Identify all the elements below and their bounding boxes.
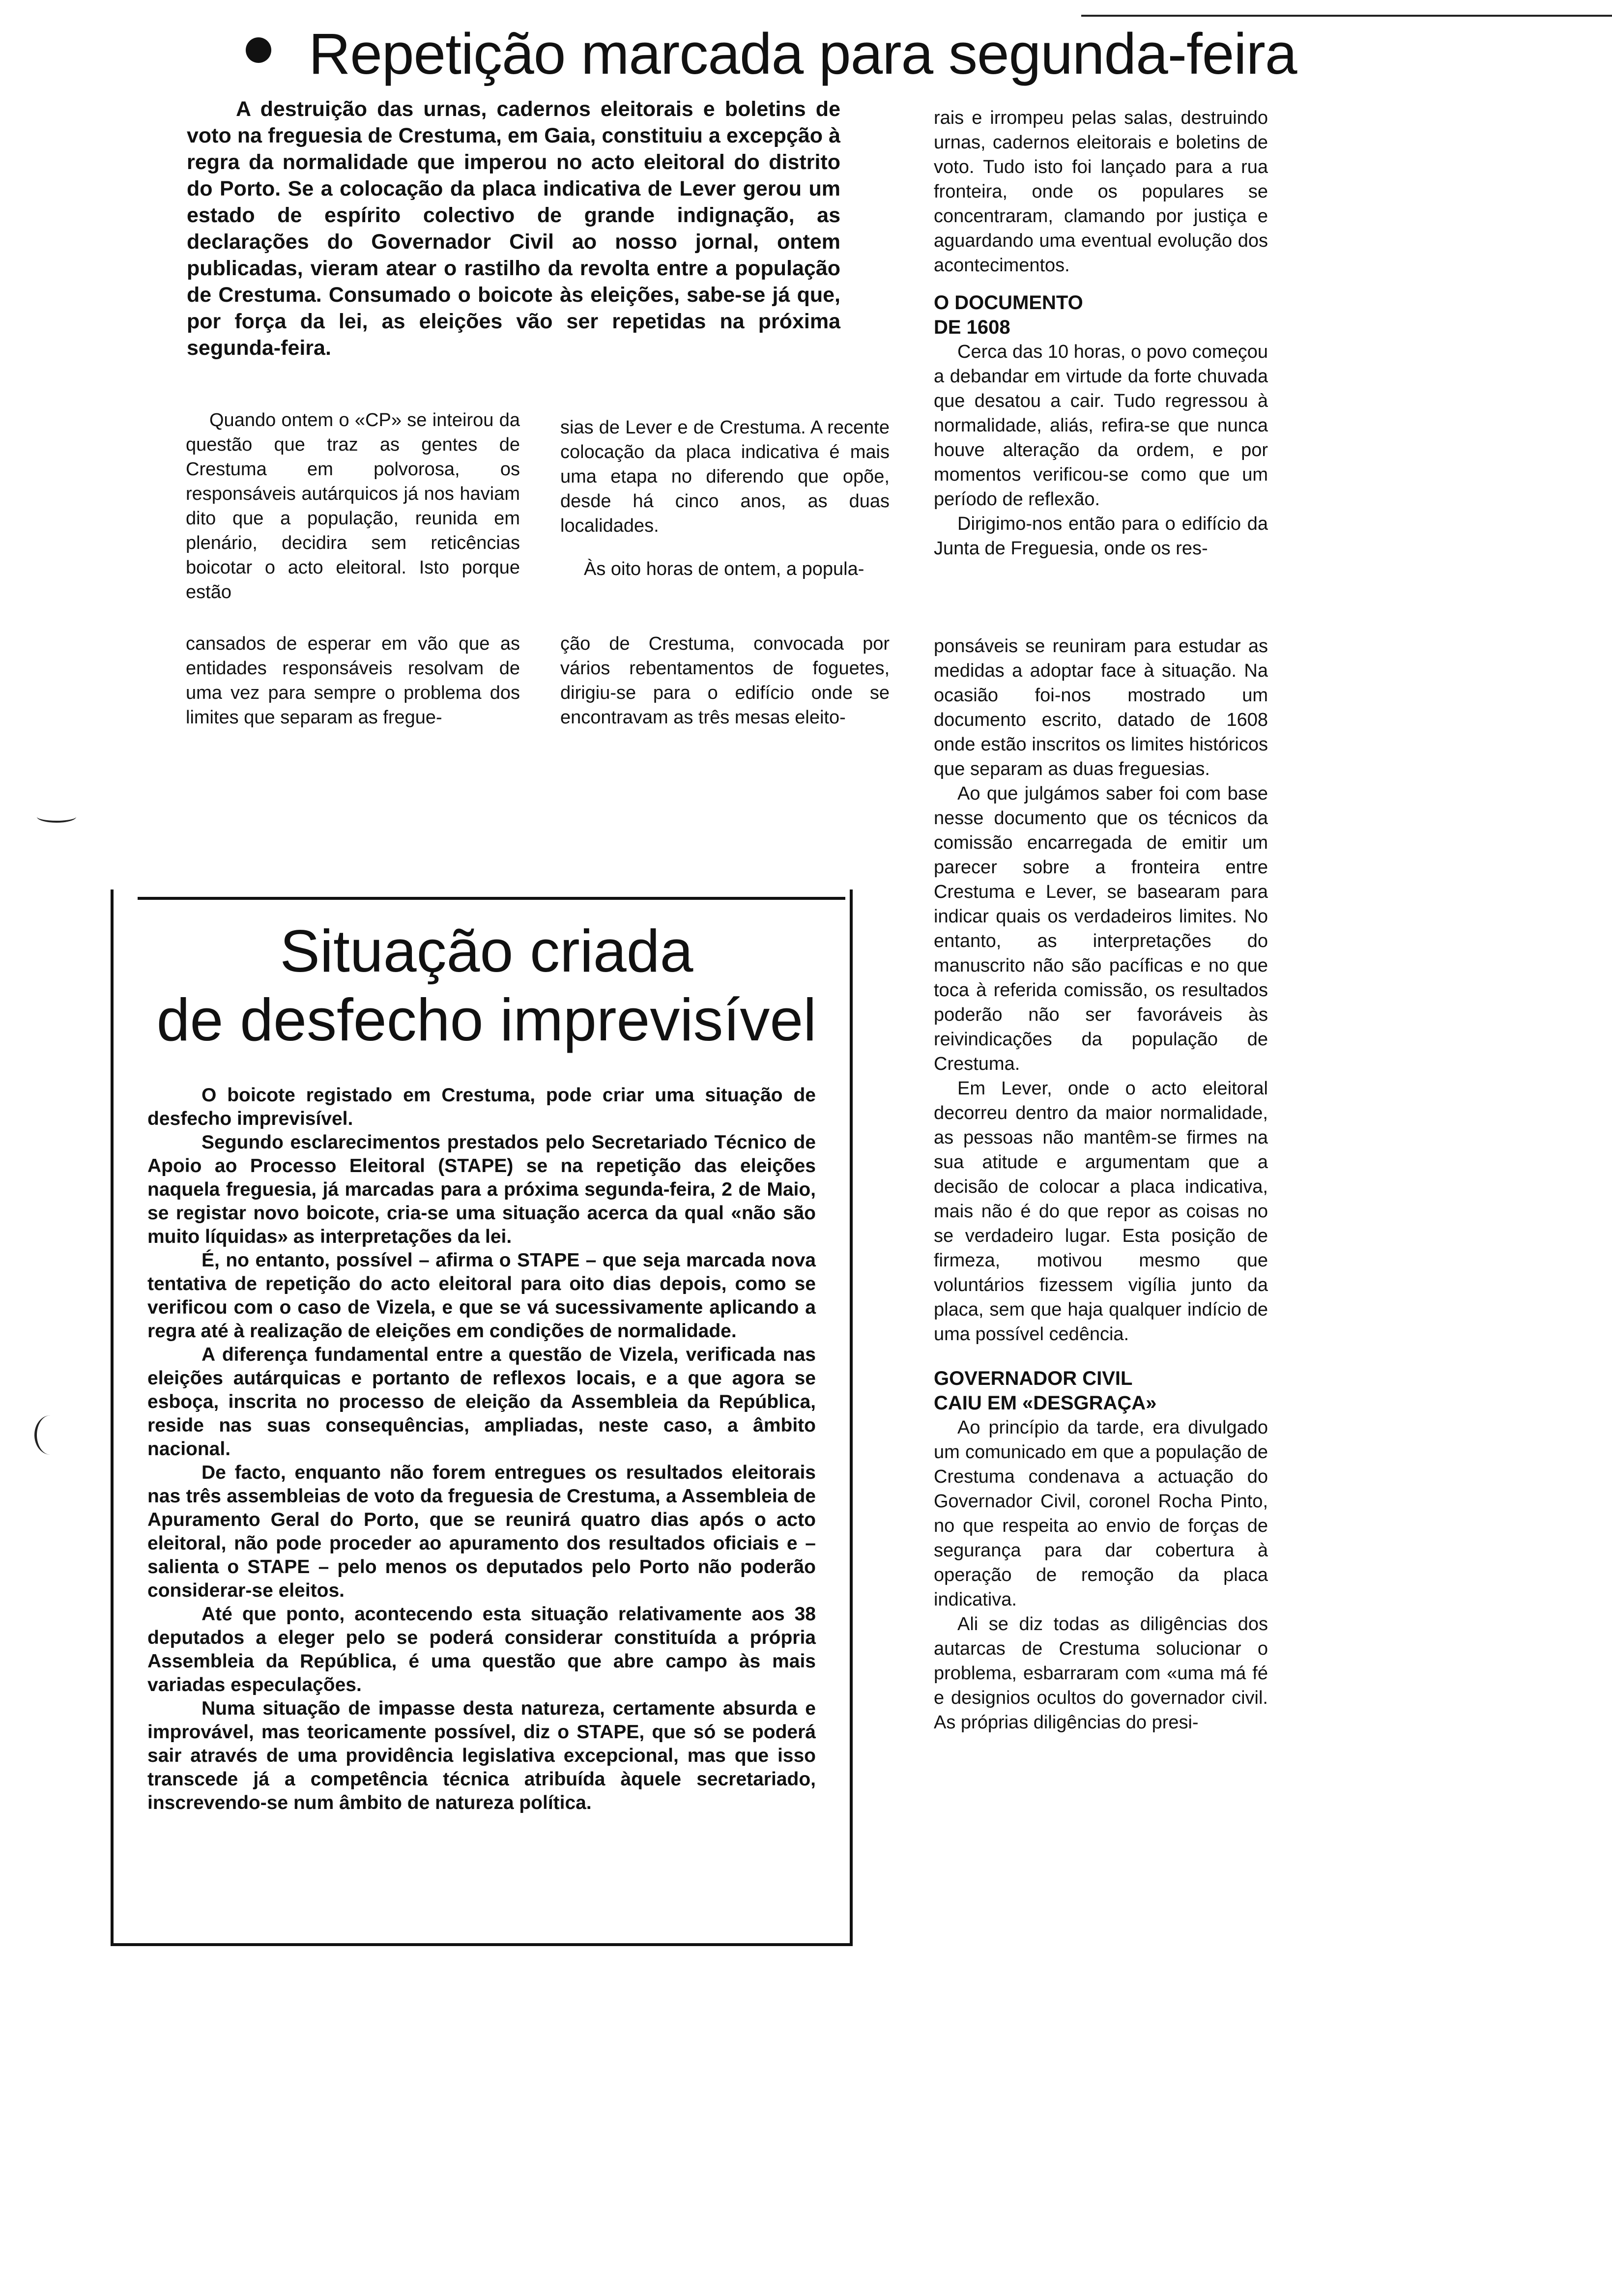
subhead-documento-line-1: O DOCUMENTO [934,292,1083,314]
col3-paragraph-8: Ali se diz todas as diligências dos autarcas de Crestuma solucionar o problema, esbarraram com «uma má fé e designios ocultos do governador civil. As próprias diligências do presi- [934,1614,1268,1733]
subhead-governador-line-2: CAIU EM «DESGRAÇA» [934,1392,1157,1414]
sidebar-box-top-rule [138,897,845,900]
col1-paragraph-2: cansados de esperar em vão que as entidades responsáveis resolvam de uma vez para sempre o problema dos limites que separam as fregue- [186,633,520,728]
column-3-top [934,106,1268,561]
sidebar-title-line-2: de desfecho imprevisível [156,986,817,1053]
col3-paragraph-3: Dirigimo-nos então para o edifício da Junta de Freguesia, onde os res- [934,514,1268,559]
col3-paragraph-2: Cerca das 10 horas, o povo começou a debandar em virtude da forte chuvada que desatou a cair. Tudo regressou à normalidade, aliás, refira-se que nunca houve alteração da ordem, e por momentos verificou-se como que um período de reflexão. [934,342,1268,510]
sidebar-paragraph-6: Até que ponto, acontecendo esta situação relativamente aos 38 deputados a eleger pelo se poderá considerar constituída a própria Assembleia da República, é uma questão que abre campo às mais variadas especulações. [147,1604,816,1695]
sidebar-title-line-1: Situação criada [280,918,693,984]
headline-bullet-icon [246,37,271,63]
col3-paragraph-4: ponsáveis se reuniram para estudar as medidas a adoptar face à situação. Na ocasião foi-nos mostrado um documento escrito, datado de 1608 onde estão inscritos os limites históricos que separam as duas freguesias. [934,636,1268,779]
column-2-top [560,415,890,581]
scan-mark-left-lower-icon [34,1415,66,1455]
col3-paragraph-5: Ao que julgámos saber foi com base nesse documento que os técnicos da comissão encarregada de emitir um parecer sobre a fronteira entre Crestuma e Lever, se basearam para indicar quais os verdadeiros limites. No entanto, as interpretações do manuscrito não são pacíficas e no que toca à referida comissão, os resultados poderão não ser favoráveis às reivindicações da população de Crestuma. [934,783,1268,1074]
sidebar-paragraph-7: Numa situação de impasse desta natureza, certamente absurda e improvável, mas teoricamente possível, diz o STAPE, que só se poderá sair através de uma providência legislativa excepcional, mas que isso transcede já a competência técnica atribuída àquele secretariado, inscrevendo-se num âmbito de natureza política. [147,1698,816,1813]
column-1-top [186,408,520,604]
col2-paragraph-3: ção de Crestuma, convocada por vários rebentamentos de foguetes, dirigiu-se para o edifício onde se encontravam as três mesas eleito- [560,633,890,728]
sidebar-paragraph-4: A diferença fundamental entre a questão de Vizela, verificada nas eleições autárquicas e portanto de reflexos locais, e a que agora se esboça, inscrita no processo de eleição da Assembleia da República, reside nas suas consequências, ampliadas, neste caso, a âmbito nacional. [147,1344,816,1460]
subhead-documento-line-2: DE 1608 [934,316,1010,338]
subhead-governador-line-1: GOVERNADOR CIVIL [934,1368,1133,1389]
column-3-bottom [934,634,1268,1735]
scan-mark-left-icon [37,811,76,823]
subhead-governador [934,1366,1268,1415]
column-2-bottom [560,631,890,730]
subhead-documento [934,290,1268,340]
col3-paragraph-6: Em Lever, onde o acto eleitoral decorreu dentro da maior normalidade, as pessoas não mantêm-se firmes na sua atitude e argumentam que a decisão de colocar a placa indicativa, mais não é do que repor as coisas no se verdadeiro lugar. Esta posição de firmeza, motivou mesmo que voluntários fizessem vigília junto da placa, sem que haja qualquer indício de uma possível cedência. [934,1078,1268,1345]
headline: Repetição marcada para segunda-feira [309,22,1297,86]
top-rule [1081,15,1612,17]
lead-paragraph: A destruição das urnas, cadernos eleitorais e boletins de voto na freguesia de Crestuma, em Gaia, constituiu a excepção à regra da normalidade que imperou no acto eleitoral do distrito do Porto. Se a colocação da placa indicativa de Lever gerou um estado de espírito colectivo de grande indignação, as declarações do Governador Civil ao nosso jornal, ontem publicadas, vieram atear o rastilho da revolta entre a população de Crestuma. Consumado o boicote às eleições, sabe-se já que, por força da lei, as eleições vão ser repetidas na próxima segunda-feira. [187,97,840,360]
sidebar-title [143,917,831,1054]
col1-paragraph-1: Quando ontem o «CP» se inteirou da questão que traz as gentes de Crestuma em polvorosa, os responsáveis autárquicos já nos haviam dito que a população, reunida em plenário, decidira sem reticências boicotar o acto eleitoral. Isto porque estão [186,410,520,603]
col2-paragraph-1: sias de Lever e de Crestuma. A recente colocação da placa indicativa é mais uma etapa no diferendo que opõe, desde há cinco anos, as duas localidades. [560,417,890,536]
sidebar-paragraph-3: É, no entanto, possível – afirma o STAPE – que seja marcada nova tentativa de repetição do acto eleitoral para oito dias depois, como se verificou com o caso de Vizela, e que se vá sucessivamente aplicando a regra até à realização de eleições em condições de normalidade. [147,1250,816,1342]
col3-paragraph-1: rais e irrompeu pelas salas, destruindo urnas, cadernos eleitorais e boletins de voto. Tudo isto foi lançado para a rua fronteira, onde os populares se concentraram, clamando por justiça e aguardando uma eventual evolução dos acontecimentos. [934,108,1268,276]
sidebar-paragraph-5: De facto, enquanto não forem entregues os resultados eleitorais nas três assembleias de voto da freguesia de Crestuma, a Assembleia de Apuramento Geral do Porto, que se reunirá quatro dias após o acto eleitoral, não pode proceder ao apuramento dos resultados oficiais e – salienta o STAPE – pelo menos os deputados pelo Porto não poderão considerar-se eleitos. [147,1462,816,1601]
column-1-bottom [186,631,520,730]
sidebar-paragraph-1: O boicote registado em Crestuma, pode criar uma situação de desfecho imprevisível. [147,1085,816,1129]
col3-paragraph-7: Ao princípio da tarde, era divulgado um comunicado em que a população de Crestuma condenava a actuação do Governador Civil, coronel Rocha Pinto, no que respeita ao envio de forças de segurança para dar cobertura à operação de remoção da placa indicativa. [934,1417,1268,1610]
sidebar-paragraph-2: Segundo esclarecimentos prestados pelo Secretariado Técnico de Apoio ao Processo Eleitoral (STAPE) se na repetição das eleições naquela freguesia, já marcadas para a próxima segunda-feira, 2 de Maio, se registar novo boicote, cria-se uma situação acerca da qual «não são muito líquidas» as interpretações da lei. [147,1132,816,1247]
sidebar-body [147,1084,816,1815]
col2-paragraph-2: Às oito horas de ontem, a popula- [584,559,864,579]
